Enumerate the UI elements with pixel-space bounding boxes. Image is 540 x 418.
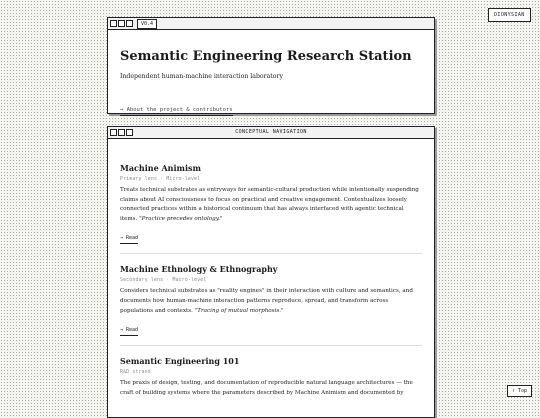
read-link[interactable]: → Read: [120, 235, 138, 244]
section-title[interactable]: Machine Animism: [120, 163, 201, 173]
section-description: [120, 186, 422, 224]
section-machine-ethnology: [120, 264, 422, 336]
description-text: Treats technical substrates as entryways for semantic-cultural production while intentionally suspending claims about AI consciousness to focus on practical and creative engagement. Contextualizes loosely connected practices within a historical continuum that has always interfaced with agentic technical items.: [120, 187, 419, 222]
section-description: The praxis of design, testing, and documentation of reproducible natural language architectures — the craft of building systems where the parameters described by Machine Animism and documented by: [120, 380, 413, 396]
description-text: Considers technical substrates as "reality engines" in their interaction with culture and semantics, and documents how human-machine interaction patterns reproduce, spread, and transform across populations and contexts.: [120, 288, 413, 314]
window-control-icon: [126, 20, 133, 27]
version-badge: V0.4: [137, 19, 157, 29]
section-quote: "Practice precedes ontology.": [139, 215, 223, 222]
hero-window: [107, 17, 435, 114]
section-title[interactable]: Machine Ethnology & Ethnography: [120, 264, 278, 275]
section-description: [120, 287, 422, 316]
section-meta: Primary lens · Micro-level: [120, 177, 201, 182]
section-quote: "Tracing of mutual morphosis.": [194, 307, 284, 314]
window-control-icon: [118, 20, 125, 27]
site-badge[interactable]: DIONYSIAN: [488, 8, 531, 22]
section-machine-animism: [120, 163, 422, 244]
read-link[interactable]: → Read: [120, 327, 138, 336]
divider: [120, 345, 422, 346]
section-semantic-engineering: [120, 356, 422, 398]
window-title: CONCEPTUAL NAVIGATION: [235, 129, 307, 135]
divider: [120, 253, 422, 254]
section-meta: R&D strand: [120, 370, 151, 376]
window-titlebar: [108, 18, 434, 30]
back-to-top-button[interactable]: ↑ Top: [507, 385, 532, 397]
window-titlebar: [108, 127, 434, 139]
page-subtitle: Independent human-machine interaction laboratory: [120, 73, 283, 80]
about-link[interactable]: → About the project & contributors: [120, 107, 233, 116]
section-meta: Secondary lens · Macro-level: [120, 278, 207, 284]
navigation-window: [107, 126, 435, 418]
window-control-icon: [110, 20, 117, 27]
page-title: Semantic Engineering Research Station: [120, 49, 412, 64]
section-title[interactable]: Semantic Engineering 101: [120, 356, 240, 367]
